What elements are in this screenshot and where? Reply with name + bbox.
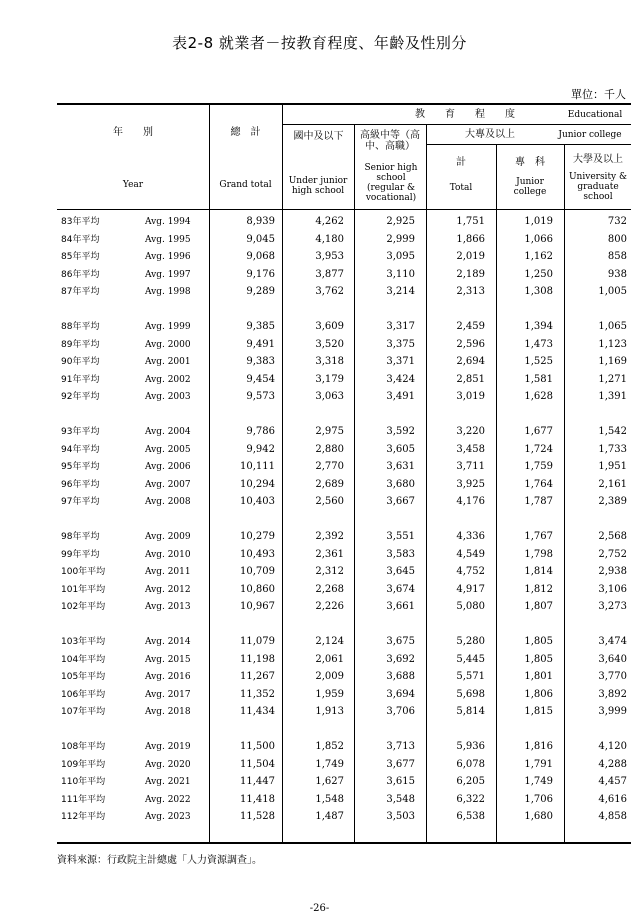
cell-senior: 3,694: [386, 688, 415, 700]
cell-jc: 1,807: [524, 601, 553, 613]
cell-jc: 1,250: [524, 268, 553, 280]
cell-college: 2,189: [456, 268, 485, 280]
cell-senior: 2,925: [386, 216, 415, 227]
table-row: [57, 232, 631, 248]
header-college-zh: 大專及以上: [465, 129, 515, 140]
row-year-en: Avg. 2019: [145, 742, 191, 752]
row-year-en: Avg. 2003: [145, 392, 191, 403]
table-row: [57, 564, 631, 580]
cell-total: 10,294: [240, 478, 275, 490]
row-year-en: Avg. 2000: [145, 339, 191, 350]
cell-college: 2,459: [456, 321, 485, 332]
cell-senior: 3,371: [386, 356, 415, 368]
cell-college: 4,917: [456, 583, 485, 595]
row-year-zh: 103年平均: [61, 637, 106, 647]
cell-junior: 2,560: [315, 496, 344, 508]
row-year-en: Avg. 1999: [145, 322, 191, 332]
cell-college: 4,176: [456, 496, 485, 508]
cell-jc: 1,628: [524, 391, 553, 403]
cell-college: 4,752: [456, 566, 485, 578]
header-senior-zh: 高級中等（高中、高職）: [360, 130, 420, 152]
row-year-en: Avg. 1997: [145, 269, 191, 280]
table-row: [57, 319, 631, 335]
row-year-en: Avg. 2012: [145, 584, 191, 595]
cell-total: 11,500: [240, 741, 275, 752]
cell-college: 5,080: [456, 601, 485, 613]
row-year-zh: 84年平均: [61, 234, 100, 245]
cell-univ: 3,892: [598, 688, 627, 700]
cell-univ: 732: [607, 216, 627, 227]
cell-univ: 1,065: [598, 321, 627, 332]
cell-total: 10,967: [240, 601, 275, 613]
cell-senior: 3,317: [386, 321, 415, 332]
cell-univ: 3,999: [598, 706, 627, 718]
cell-jc: 1,162: [524, 251, 553, 263]
cell-jc: 1,801: [524, 671, 553, 683]
cell-total: 11,418: [240, 793, 275, 805]
cell-univ: 1,005: [598, 286, 627, 298]
cell-senior: 3,674: [386, 583, 415, 595]
row-year-zh: 112年平均: [61, 812, 106, 823]
row-year-zh: 93年平均: [61, 427, 100, 437]
cell-total: 11,198: [240, 653, 275, 665]
cell-college: 5,445: [456, 653, 485, 665]
header-jc-zh: 專 科: [515, 157, 545, 168]
table-row: [57, 354, 631, 370]
education-span-rule: [282, 124, 631, 125]
cell-senior: 3,713: [386, 741, 415, 752]
row-year-zh: 95年平均: [61, 462, 100, 473]
cell-junior: 1,913: [315, 706, 344, 718]
cell-total: 8,939: [246, 216, 275, 227]
cell-junior: 1,959: [315, 688, 344, 700]
cell-univ: 3,273: [598, 601, 627, 613]
cell-college: 5,698: [456, 688, 485, 700]
row-year-zh: 98年平均: [61, 532, 100, 542]
cell-senior: 3,424: [386, 373, 415, 385]
cell-univ: 3,640: [598, 653, 627, 665]
cell-junior: 4,262: [315, 216, 344, 227]
row-year-en: Avg. 2017: [145, 689, 191, 700]
row-year-zh: 109年平均: [61, 759, 106, 770]
header-senior-en: Senior high school (regular & vocational): [364, 163, 418, 203]
row-year-zh: 91年平均: [61, 374, 100, 385]
cell-junior: 1,749: [315, 758, 344, 770]
row-year-zh: 94年平均: [61, 444, 100, 455]
cell-univ: 2,752: [598, 548, 627, 560]
cell-junior: 2,312: [315, 566, 344, 578]
cell-univ: 1,123: [598, 338, 627, 350]
cell-univ: 4,858: [598, 811, 627, 823]
cell-college: 5,280: [456, 636, 485, 647]
header-univ-en: University & graduate school: [568, 172, 628, 202]
cell-junior: 3,877: [315, 268, 344, 280]
row-year-zh: 101年平均: [61, 584, 106, 595]
table-top-rule: [57, 103, 631, 105]
cell-senior: 3,548: [386, 793, 415, 805]
cell-senior: 3,645: [386, 566, 415, 578]
table-row: [57, 424, 631, 440]
page-title: 表2-8 就業者－按教育程度、年齡及性別分: [172, 34, 467, 52]
cell-junior: 2,689: [315, 478, 344, 490]
row-year-en: Avg. 2018: [145, 707, 191, 718]
row-year-zh: 97年平均: [61, 497, 100, 508]
cell-univ: 4,288: [598, 758, 627, 770]
cell-junior: 2,975: [315, 426, 344, 437]
cell-univ: 2,938: [598, 566, 627, 578]
cell-college: 6,538: [456, 811, 485, 823]
cell-college: 2,694: [456, 356, 485, 368]
cell-junior: 2,009: [315, 671, 344, 683]
cell-junior: 1,487: [315, 811, 344, 823]
header-education-en: Educational: [567, 110, 623, 120]
table-row: [57, 792, 631, 808]
cell-senior: 3,592: [386, 426, 415, 437]
cell-univ: 1,271: [598, 373, 627, 385]
cell-senior: 3,661: [386, 601, 415, 613]
cell-senior: 3,692: [386, 653, 415, 665]
cell-total: 11,267: [240, 671, 275, 683]
cell-senior: 3,375: [386, 338, 415, 350]
row-year-en: Avg. 1995: [145, 234, 191, 245]
cell-univ: 1,169: [598, 356, 627, 368]
cell-junior: 1,627: [315, 776, 344, 788]
cell-univ: 1,391: [598, 391, 627, 403]
table-row: [57, 214, 631, 230]
cell-jc: 1,308: [524, 286, 553, 298]
header-total-en: Grand total: [219, 180, 272, 190]
cell-senior: 3,631: [386, 461, 415, 473]
cell-univ: 3,474: [598, 636, 627, 647]
cell-college: 1,751: [456, 216, 485, 227]
row-year-zh: 104年平均: [61, 654, 106, 665]
table-row: [57, 757, 631, 773]
cell-junior: 2,361: [315, 548, 344, 560]
cell-univ: 858: [607, 251, 627, 263]
cell-college: 2,019: [456, 251, 485, 263]
cell-total: 9,176: [246, 268, 275, 280]
row-year-en: Avg. 2006: [145, 462, 191, 473]
cell-senior: 3,214: [386, 286, 415, 298]
cell-jc: 1,066: [524, 233, 553, 245]
row-year-en: Avg. 2020: [145, 759, 191, 770]
cell-junior: 1,548: [315, 793, 344, 805]
cell-college: 1,866: [456, 233, 485, 245]
header-bottom-rule: [57, 209, 631, 210]
cell-total: 10,403: [240, 496, 275, 508]
row-year-en: Avg. 2015: [145, 654, 191, 665]
cell-college: 2,851: [456, 373, 485, 385]
cell-jc: 1,791: [524, 758, 553, 770]
cell-total: 10,279: [240, 531, 275, 542]
cell-jc: 1,812: [524, 583, 553, 595]
header-year-zh: 年 別: [113, 127, 153, 138]
cell-junior: 3,063: [315, 391, 344, 403]
cell-univ: 938: [607, 268, 627, 280]
cell-junior: 2,268: [315, 583, 344, 595]
row-year-zh: 102年平均: [61, 602, 106, 613]
row-year-en: Avg. 2005: [145, 444, 191, 455]
row-year-en: Avg. 2014: [145, 637, 191, 647]
cell-junior: 3,318: [315, 356, 344, 368]
cell-college: 4,336: [456, 531, 485, 542]
table-row: [57, 582, 631, 598]
cell-total: 10,111: [240, 461, 275, 473]
cell-senior: 3,675: [386, 636, 415, 647]
cell-college: 5,936: [456, 741, 485, 752]
cell-junior: 3,609: [315, 321, 344, 332]
cell-college: 3,220: [456, 426, 485, 437]
cell-total: 9,786: [246, 426, 275, 437]
cell-univ: 1,733: [598, 443, 627, 455]
cell-junior: 3,179: [315, 373, 344, 385]
table-row: [57, 442, 631, 458]
cell-senior: 3,583: [386, 548, 415, 560]
cell-jc: 1,677: [524, 426, 553, 437]
row-year-zh: 111年平均: [61, 794, 106, 805]
cell-univ: 4,616: [598, 793, 627, 805]
table-row: [57, 284, 631, 300]
cell-total: 11,079: [240, 636, 275, 647]
table-row: [57, 687, 631, 703]
header-college-total-en: Total: [449, 183, 473, 193]
cell-college: 5,814: [456, 706, 485, 718]
header-junior-en: Under junior high school: [288, 176, 348, 196]
header-total-zh: 總 計: [230, 127, 261, 138]
row-year-en: Avg. 1994: [145, 217, 191, 227]
cell-univ: 1,951: [598, 461, 627, 473]
table-row: [57, 634, 631, 650]
cell-junior: 3,953: [315, 251, 344, 263]
cell-junior: 2,226: [315, 601, 344, 613]
cell-jc: 1,680: [524, 811, 553, 823]
cell-college: 3,019: [456, 391, 485, 403]
cell-junior: 1,852: [315, 741, 344, 752]
source-note: 資料來源：行政院主計總處「人力資源調查」。: [57, 855, 262, 866]
cell-jc: 1,805: [524, 653, 553, 665]
cell-college: 2,596: [456, 338, 485, 350]
cell-total: 10,493: [240, 548, 275, 560]
header-jc-en: Junior college: [513, 177, 547, 197]
header-junior-zh: 國中及以下: [293, 131, 344, 142]
table-bottom-rule: [57, 842, 631, 844]
row-year-en: Avg. 2023: [145, 812, 191, 823]
row-year-zh: 92年平均: [61, 392, 100, 403]
cell-total: 9,045: [246, 233, 275, 245]
row-year-en: Avg. 2009: [145, 532, 191, 542]
row-year-en: Avg. 2022: [145, 794, 191, 805]
cell-jc: 1,724: [524, 443, 553, 455]
cell-jc: 1,805: [524, 636, 553, 647]
cell-junior: 2,770: [315, 461, 344, 473]
cell-junior: 2,880: [315, 443, 344, 455]
cell-senior: 3,677: [386, 758, 415, 770]
cell-junior: 2,124: [315, 636, 344, 647]
cell-jc: 1,525: [524, 356, 553, 368]
cell-senior: 3,491: [386, 391, 415, 403]
table-row: [57, 494, 631, 510]
cell-senior: 3,688: [386, 671, 415, 683]
row-year-zh: 85年平均: [61, 252, 100, 263]
row-year-zh: 108年平均: [61, 742, 106, 752]
cell-college: 3,711: [456, 461, 485, 473]
cell-total: 11,434: [240, 706, 275, 718]
header-univ-zh: 大學及以上: [573, 154, 623, 165]
cell-jc: 1,019: [524, 216, 553, 227]
cell-jc: 1,815: [524, 706, 553, 718]
cell-jc: 1,767: [524, 531, 553, 542]
row-year-zh: 88年平均: [61, 322, 100, 332]
row-year-zh: 89年平均: [61, 339, 100, 350]
cell-jc: 1,473: [524, 338, 553, 350]
table-row: [57, 739, 631, 755]
cell-senior: 3,605: [386, 443, 415, 455]
cell-jc: 1,759: [524, 461, 553, 473]
unit-label: 單位：千人: [571, 88, 626, 101]
row-year-zh: 105年平均: [61, 672, 106, 683]
table-row: [57, 809, 631, 825]
cell-total: 9,491: [246, 338, 275, 350]
cell-univ: 1,542: [598, 426, 627, 437]
cell-senior: 3,615: [386, 776, 415, 788]
cell-senior: 3,503: [386, 811, 415, 823]
cell-univ: 2,161: [598, 478, 627, 490]
cell-college: 4,549: [456, 548, 485, 560]
row-year-zh: 86年平均: [61, 269, 100, 280]
cell-college: 6,322: [456, 793, 485, 805]
row-year-zh: 99年平均: [61, 549, 100, 560]
cell-total: 10,709: [240, 566, 275, 578]
row-year-en: Avg. 2010: [145, 549, 191, 560]
cell-univ: 2,568: [598, 531, 627, 542]
cell-college: 6,205: [456, 776, 485, 788]
row-year-en: Avg. 2008: [145, 497, 191, 508]
table-row: [57, 477, 631, 493]
cell-total: 9,942: [246, 443, 275, 455]
row-year-en: Avg. 2016: [145, 672, 191, 683]
row-year-en: Avg. 2011: [145, 567, 191, 578]
cell-college: 2,313: [456, 286, 485, 298]
cell-total: 9,573: [246, 391, 275, 403]
header-year-en: Year: [122, 180, 144, 190]
cell-college: 5,571: [456, 671, 485, 683]
table-row: [57, 389, 631, 405]
cell-jc: 1,749: [524, 776, 553, 788]
header-education-zh: 教 育 程 度: [415, 109, 515, 120]
cell-total: 9,068: [246, 251, 275, 263]
row-year-zh: 106年平均: [61, 689, 106, 700]
cell-college: 6,078: [456, 758, 485, 770]
cell-univ: 800: [607, 233, 627, 245]
cell-total: 10,860: [240, 583, 275, 595]
table-row: [57, 249, 631, 265]
cell-jc: 1,581: [524, 373, 553, 385]
cell-senior: 2,999: [386, 233, 415, 245]
cell-univ: 4,457: [598, 776, 627, 788]
cell-junior: 3,762: [315, 286, 344, 298]
cell-total: 11,528: [240, 811, 275, 823]
cell-jc: 1,814: [524, 566, 553, 578]
cell-jc: 1,787: [524, 496, 553, 508]
cell-jc: 1,764: [524, 478, 553, 490]
cell-total: 9,454: [246, 373, 275, 385]
cell-univ: 2,389: [598, 496, 627, 508]
cell-junior: 2,392: [315, 531, 344, 542]
table-row: [57, 547, 631, 563]
cell-senior: 3,706: [386, 706, 415, 718]
row-year-en: Avg. 2001: [145, 357, 191, 368]
cell-jc: 1,394: [524, 321, 553, 332]
cell-senior: 3,680: [386, 478, 415, 490]
row-year-zh: 96年平均: [61, 479, 100, 490]
cell-junior: 4,180: [315, 233, 344, 245]
row-year-en: Avg. 2002: [145, 374, 191, 385]
table-row: [57, 529, 631, 545]
row-year-zh: 90年平均: [61, 357, 100, 368]
cell-univ: 4,120: [598, 741, 627, 752]
row-year-en: Avg. 2004: [145, 427, 191, 437]
table-row: [57, 704, 631, 720]
cell-jc: 1,816: [524, 741, 553, 752]
table-row: [57, 652, 631, 668]
cell-college: 3,925: [456, 478, 485, 490]
cell-senior: 3,110: [386, 268, 415, 280]
row-year-en: Avg. 2021: [145, 777, 191, 788]
row-year-zh: 110年平均: [61, 777, 106, 788]
cell-univ: 3,106: [598, 583, 627, 595]
cell-junior: 3,520: [315, 338, 344, 350]
cell-senior: 3,667: [386, 496, 415, 508]
row-year-zh: 107年平均: [61, 707, 106, 718]
cell-total: 9,289: [246, 286, 275, 298]
row-year-en: Avg. 2007: [145, 479, 191, 490]
row-year-zh: 87年平均: [61, 287, 100, 298]
cell-college: 3,458: [456, 443, 485, 455]
college-span-rule: [426, 144, 631, 145]
row-year-zh: 100年平均: [61, 567, 106, 578]
table-row: [57, 459, 631, 475]
cell-senior: 3,551: [386, 531, 415, 542]
cell-total: 11,352: [240, 688, 275, 700]
cell-total: 9,383: [246, 356, 275, 368]
cell-jc: 1,798: [524, 548, 553, 560]
header-college-en: Junior college: [558, 130, 622, 140]
cell-total: 11,447: [240, 776, 275, 788]
cell-total: 11,504: [240, 758, 275, 770]
row-year-en: Avg. 1996: [145, 252, 191, 263]
cell-jc: 1,806: [524, 688, 553, 700]
row-year-zh: 83年平均: [61, 217, 100, 227]
header-college-total-zh: 計: [456, 157, 466, 168]
table-row: [57, 267, 631, 283]
cell-univ: 3,770: [598, 671, 627, 683]
page-number: -26-: [309, 903, 330, 914]
table-row: [57, 774, 631, 790]
table-row: [57, 337, 631, 353]
row-year-en: Avg. 2013: [145, 602, 191, 613]
table-row: [57, 372, 631, 388]
cell-total: 9,385: [246, 321, 275, 332]
cell-jc: 1,706: [524, 793, 553, 805]
table-row: [57, 599, 631, 615]
cell-junior: 2,061: [315, 653, 344, 665]
cell-senior: 3,095: [386, 251, 415, 263]
table-row: [57, 669, 631, 685]
row-year-en: Avg. 1998: [145, 287, 191, 298]
